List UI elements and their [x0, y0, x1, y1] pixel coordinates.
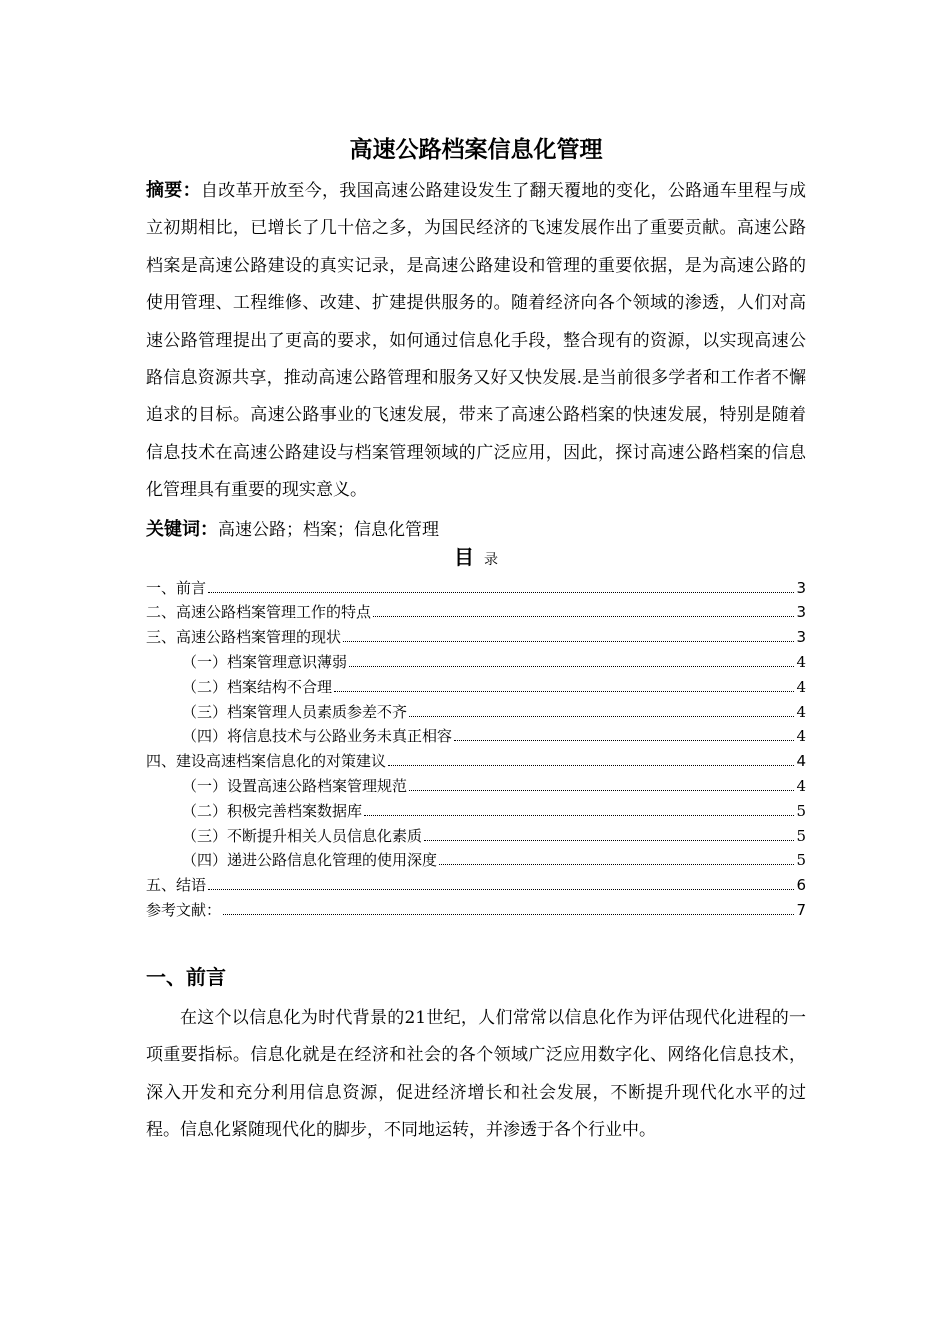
toc-entry-page: 4 [796, 727, 806, 746]
toc-entry-page: 4 [796, 777, 806, 796]
abstract-label: 摘要： [146, 180, 201, 201]
toc-leader [334, 691, 794, 692]
toc-entry-title: （三）不断提升相关人员信息化素质 [182, 826, 423, 845]
keywords-label: 关键词： [146, 518, 218, 540]
toc-leader [388, 765, 794, 766]
toc-entry[interactable] [146, 874, 806, 899]
toc-entry-title: （三）档案管理人员素质参差不齐 [182, 702, 408, 721]
toc-entry-title: 四、建设高速档案信息化的对策建议 [146, 752, 387, 771]
toc-entry-page: 3 [796, 578, 806, 597]
toc-entry[interactable] [146, 750, 806, 775]
keywords [146, 516, 806, 544]
toc-subentry[interactable] [146, 800, 806, 825]
toc-entry-page: 4 [796, 752, 806, 771]
table-of-contents [146, 577, 806, 924]
toc-entry[interactable] [146, 577, 806, 602]
toc-entry-title: （一）档案管理意识薄弱 [182, 653, 348, 672]
toc-entry-title: 二、高速公路档案管理工作的特点 [146, 603, 372, 622]
toc-leader [223, 914, 794, 915]
toc-entry[interactable] [146, 601, 806, 626]
toc-entry-page: 7 [796, 901, 806, 920]
toc-entry-title: （四）将信息技术与公路业务未真正相容 [182, 727, 453, 746]
toc-entry[interactable] [146, 626, 806, 651]
toc-entry-title: （一）设置高速公路档案管理规范 [182, 777, 408, 796]
toc-entry-page: 5 [796, 851, 806, 870]
toc-entry-page: 4 [796, 653, 806, 672]
toc-entry-page: 4 [796, 677, 806, 696]
toc-leader [208, 592, 794, 593]
toc-leader [409, 790, 794, 791]
toc-leader [373, 616, 794, 617]
toc-entry-page: 5 [796, 826, 806, 845]
toc-heading-big: 目 [454, 544, 474, 569]
toc-leader [439, 864, 794, 865]
section-heading: 一、前言 [146, 964, 226, 989]
page-content [146, 132, 806, 1149]
toc-entry[interactable] [146, 899, 806, 924]
toc-leader [208, 889, 794, 890]
toc-entry-title: 五、结语 [146, 876, 207, 895]
toc-entry-page: 3 [796, 628, 806, 647]
toc-entry-title: 三、高速公路档案管理的现状 [146, 628, 342, 647]
section-paragraph: 在这个以信息化为时代背景的21世纪，人们常常以信息化作为评估现代化进程的一项重要指标。信息化就是在经济和社会的各个领域广泛应用数字化、网络化信息技术，深入开发和充分利用信息资源，促进经济增长和社会发展，不断提升现代化水平的过程。信息化紧随现代化的脚步，不同地运转，并渗透于各个行业中。 [146, 1007, 806, 1141]
toc-entry-title: 一、前言 [146, 578, 207, 597]
keywords-text: 高速公路；档案；信息化管理 [218, 519, 439, 540]
toc-subentry[interactable] [146, 701, 806, 726]
toc-entry-page: 3 [796, 603, 806, 622]
toc-subentry[interactable] [146, 651, 806, 676]
toc-leader [454, 740, 794, 741]
toc-heading [146, 544, 806, 573]
toc-subentry[interactable] [146, 775, 806, 800]
document-title: 高速公路档案信息化管理 [349, 137, 603, 163]
toc-subentry[interactable] [146, 676, 806, 701]
toc-leader [349, 666, 794, 667]
toc-subentry[interactable] [146, 825, 806, 850]
toc-entry-title: 参考文献： [146, 901, 222, 920]
abstract-text: 自改革开放至今，我国高速公路建设发生了翻天覆地的变化，公路通车里程与成立初期相比，已增长了几十倍之多，为国民经济的飞速发展作出了重要贡献。高速公路档案是高速公路建设的真实记录，是高速公路建设和管理的重要依据，是为高速公路的使用管理、工程维修、改建、扩建提供服务的。随着经济向各个领域的渗透，人们对高速公路管理提出了更高的要求，如何通过信息化手段，整合现有的资源，以实现高速公路信息资源共享，推动高速公路管理和服务又好又快发展.是当前很多学者和工作者不懈追求的目标。高速公路事业的飞速发展，带来了高速公路档案的快速发展，特别是随着信息技术在高速公路建设与档案管理领域的广泛应用，因此，探讨高速公路档案的信息化管理具有重要的现实意义。 [146, 181, 807, 501]
toc-leader [364, 815, 794, 816]
toc-entry-title: （二）档案结构不合理 [182, 677, 333, 696]
toc-leader [409, 716, 794, 717]
toc-leader [343, 641, 794, 642]
toc-entry-page: 4 [796, 702, 806, 721]
toc-heading-small: 录 [484, 551, 498, 568]
toc-entry-page: 6 [796, 876, 806, 895]
toc-entry-page: 5 [796, 801, 806, 820]
toc-subentry[interactable] [146, 725, 806, 750]
toc-leader [424, 840, 794, 841]
abstract [146, 172, 806, 510]
toc-subentry[interactable] [146, 849, 806, 874]
toc-entry-title: （二）积极完善档案数据库 [182, 801, 363, 820]
toc-entry-title: （四）递进公路信息化管理的使用深度 [182, 851, 438, 870]
